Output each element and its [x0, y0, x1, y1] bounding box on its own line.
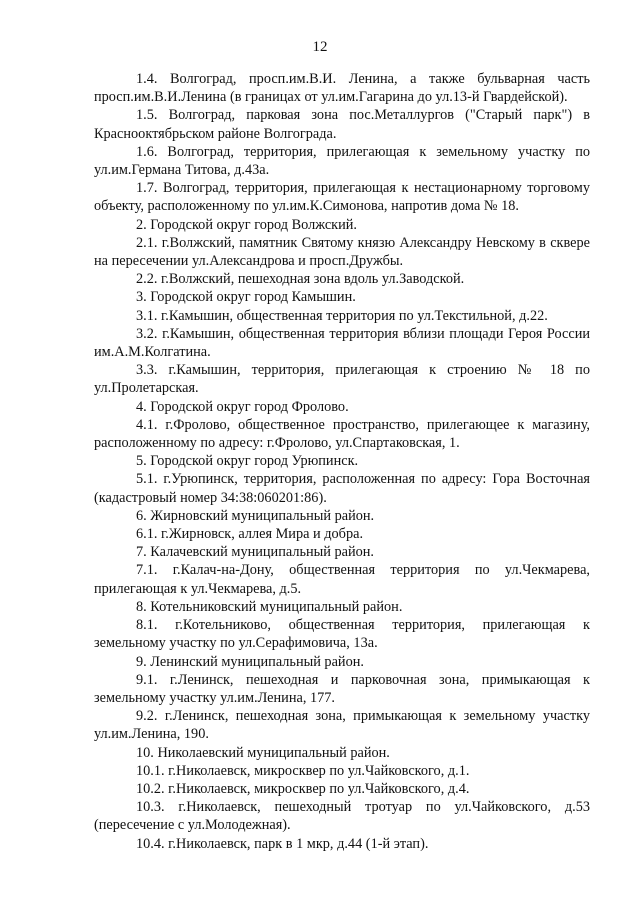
list-item-1-7: 1.7. Волгоград, территория, прилегающая к нестационарному торговому объекту, расположенному по ул.им.К.Симонова, напротив дома № 18. — [94, 180, 590, 215]
list-item-3-1: 3.1. г.Камышин, общественная территория по ул.Текстильной, д.22. — [136, 307, 548, 324]
list-item-10-3: 10.3. г.Николаевск, пешеходный тротуар по ул.Чайковского, д.53 (пересечение с ул.Молодежная). — [94, 799, 590, 834]
list-item-10-2: 10.2. г.Николаевск, микросквер по ул.Чайковского, д.4. — [136, 780, 470, 797]
section-heading-8: 8. Котельниковский муниципальный район. — [136, 598, 403, 615]
section-heading-7: 7. Калачевский муниципальный район. — [136, 544, 374, 561]
list-item-3-3: 3.3. г.Камышин, территория, прилегающая к строению № 18 по ул.Пролетарская. — [94, 362, 590, 397]
list-item-9-1: 9.1. г.Ленинск, пешеходная и парковочная зона, примыкающая к земельному участку ул.им.Ленина, 177. — [94, 671, 590, 706]
list-item-1-6: 1.6. Волгоград, территория, прилегающая к земельному участку по ул.им.Германа Титова, д.43а. — [94, 143, 590, 179]
list-item-8-1: 8.1. г.Котельниково, общественная территория, прилегающая к земельному участку по ул.Серафимовича, 13а. — [94, 617, 590, 652]
section-heading-5: 5. Городской округ город Урюпинск. — [136, 453, 359, 470]
section-heading-10: 10. Николаевский муниципальный район. — [136, 744, 390, 761]
page-number: 12 — [312, 39, 328, 55]
list-item-10-1: 10.1. г.Николаевск, микросквер по ул.Чайковского, д.1. — [136, 762, 470, 779]
list-item-10-4: 10.4. г.Николаевск, парк в 1 мкр, д.44 (1-й этап). — [136, 835, 429, 852]
section-heading-9: 9. Ленинский муниципальный район. — [136, 653, 364, 670]
list-item-1-4: 1.4. Волгоград, просп.им.В.И. Ленина, а также бульварная часть просп.им.В.И.Ленина (в границах от ул.им.Гагарина до ул.13-й Гвардейской). — [94, 71, 590, 106]
list-item-5-1: 5.1. г.Урюпинск, территория, расположенная по адресу: Гора Восточная (кадастровый номер 34:38:060201:86). — [94, 471, 590, 506]
list-item-2-2: 2.2. г.Волжский, пешеходная зона вдоль ул.Заводской. — [136, 271, 465, 288]
list-item-3-2: 3.2. г.Камышин, общественная территория вблизи площади Героя России им.А.М.Колгатина. — [94, 325, 590, 361]
list-item-6-1: 6.1. г.Жирновск, аллея Мира и добра. — [136, 526, 364, 543]
list-item-4-1: 4.1. г.Фролово, общественное пространство, прилегающее к магазину, расположенному по адресу: г.Фролово, ул.Спартаковская, 1. — [94, 416, 590, 452]
list-item-9-2: 9.2. г.Ленинск, пешеходная зона, примыкающая к земельному участку ул.им.Ленина, 190. — [94, 708, 590, 743]
document-body — [94, 70, 590, 853]
section-heading-2: 2. Городской округ город Волжский. — [136, 216, 358, 233]
list-item-2-1: 2.1. г.Волжский, памятник Святому князю Александру Невскому в сквере на пересечении ул.Александрова и просп.Дружбы. — [94, 234, 590, 270]
section-heading-6: 6. Жирновский муниципальный район. — [136, 507, 375, 524]
list-item-7-1: 7.1. г.Калач-на-Дону, общественная территория по ул.Чекмарева, прилегающая к ул.Чекмарева, д.5. — [94, 562, 590, 597]
section-heading-3: 3. Городской округ город Камышин. — [136, 289, 356, 306]
list-item-1-5: 1.5. Волгоград, парковая зона пос.Металлургов ("Старый парк") в Краснооктябрьском районе Волгограда. — [94, 107, 590, 142]
section-heading-4: 4. Городской округ город Фролово. — [136, 398, 349, 415]
